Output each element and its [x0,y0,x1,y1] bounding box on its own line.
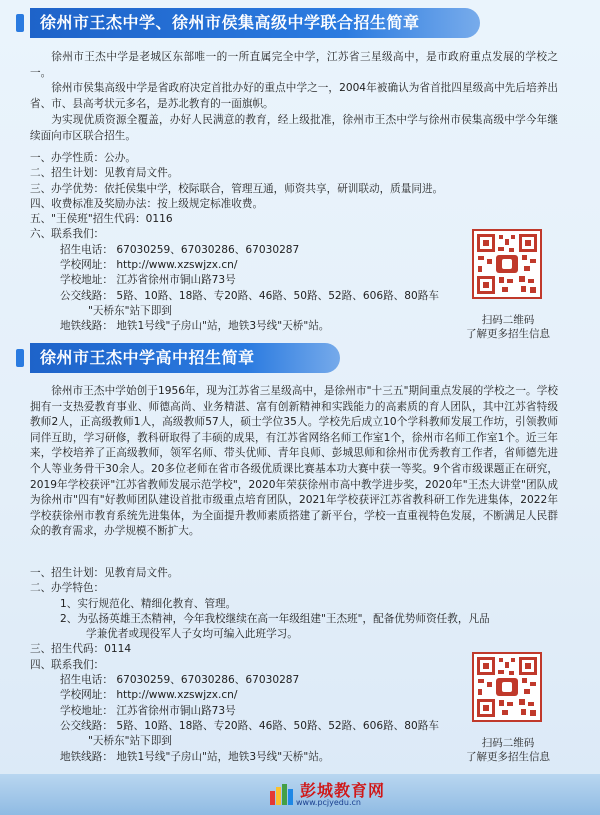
section1-qr-caption-line2: 了解更多招生信息 [466,328,550,340]
section2-feature-2-cont: 学兼优者或现役军人子女均可编入此班学习。 [86,628,298,641]
section2-title-banner [30,343,340,373]
section1-paragraph-2: 徐州市侯集高级中学是省政府决定首批办好的重点中学之一，2004年被确认为省首批四星级高中先后培养出省、市、县高考状元多名，是苏北教育的一面旗帜。 [30,82,558,110]
section2-address: 学校地址： 江苏省徐州市铜山路73号 [60,704,236,717]
section1-website[interactable]: 学校网址： http://www.xzswjzx.cn/ [60,259,238,272]
section2-qr-code[interactable] [472,652,542,722]
section1-qr-caption [446,313,570,341]
section1-phone: 招生电话： 67030259、67030286、67030287 [60,243,300,256]
section2-metro: 地铁线路： 地铁1号线"子房山"站，地铁3号线"天桥"站。 [60,750,330,763]
section2-feature-2: 2、为弘扬英雄王杰精神，今年我校继续在高一年级组建"王杰班"，配备优势师资任教，凡品 [60,612,490,625]
section1-qr-caption-line1: 扫码二维码 [481,314,535,326]
section1-item-code: 五、"王侯班"招生代码：0116 [30,213,173,226]
section1-paragraph-3: 为实现优质资源全覆盖，办好人民满意的教育，经上级批准，徐州市王杰中学与徐州市侯集高级中学今年继续面向市区联合招生。 [30,114,558,142]
section1-paragraph-1: 徐州市王杰中学是老城区东部唯一的一所直属完全中学，江苏省三星级高中，是市政府重点发展的学校之一。 [30,51,558,79]
footer-logo-url[interactable]: www.pcjyedu.cn [296,798,361,807]
section1-address: 学校地址： 江苏省徐州市铜山路73号 [60,274,236,287]
section2-item-code: 三、招生代码：0114 [30,643,132,656]
section1-qr-code[interactable] [472,229,542,299]
section1-bus-stop: "天桥东"站下即到 [88,304,172,317]
qr-icon [474,231,540,297]
section2-list [30,566,490,765]
section1-title-banner [30,8,480,38]
section2-website[interactable]: 学校网址： http://www.xzswjzx.cn/ [60,689,238,702]
section1-metro: 地铁线路： 地铁1号线"子房山"站，地铁3号线"天桥"站。 [60,320,330,333]
section2-item-plan: 一、招生计划：见教育局文件。 [30,567,179,579]
section1-bus: 公交线路： 5路、10路、18路、专20路、46路、50路、52路、606路、80路车 [60,289,439,302]
footer-logo-text[interactable]: 彭城教育网 [300,781,386,800]
section1-title: 徐州市王杰中学、徐州市侯集高级中学联合招生简章 [40,13,420,32]
section1-item-advantage: 三、办学优势：依托侯集中学，校际联合，管理互通，师资共享，研训联动，质量同进。 [30,182,444,195]
section1-list [30,151,443,335]
section2-qr-caption-line1: 扫码二维码 [481,737,535,749]
book-logo-icon [268,779,296,807]
section2-item-contact: 四、联系我们： [30,658,105,671]
section2-bus-stop: "天桥东"站下即到 [88,735,172,748]
section1-item-contact: 六、联系我们： [30,228,105,241]
section1-item-nature: 一、办学性质：公办。 [30,152,136,164]
section2-title: 徐州市王杰中学高中招生简章 [40,348,255,367]
section2-item-features: 二、办学特色： [30,582,105,595]
section2-bus: 公交线路： 5路、10路、18路、专20路、46路、50路、52路、606路、80路车 [60,719,439,732]
section2-qr-caption-line2: 了解更多招生信息 [466,751,550,763]
qr-icon [474,654,540,720]
section2-paragraph: 徐州市王杰中学始创于1956年，现为江苏省三星级高中，是徐州市"十三五"期间重点发展的学校之一。学校拥有一支热爱教育事业、师德高尚、业务精湛、富有创新精神和实践能力的高素质的育人团队，其中江苏省特级教师2人，正高级教师1人，高级教师57人，硕士学位35人。学校先后成立10个学科教师发展工作坊，引领教师同伴互助，学习研修，教科研取得了丰硕的成果，有江苏省网络名师工作室1个，徐州市名师工作室1个。近三年来，学校培养了正高级教师，领军名师、带头优师、青年良师、彭城思师和徐州市优秀教育工作者，省师德先进个人等业务骨干30余人。20多位老师在省市各级优质课比赛基本功大赛中获一等奖。9个省市级课题正在研究，2019年学校获评"江苏省教师发展示范学校"，2020年荣获徐州市高中教学进步奖，2020年"王杰大讲堂"团队成为徐州市"四有"好教师团队建设首批市级重点培育团队，2021年学校获评江苏省教科研工作先进集体，2022年学校获徐州市教育系统先进集体，为全面提升教师素质搭建了新平台，学校一直重视特色发展，不断满足人民群众的教育需求，办学规模不断扩大。 [30,385,558,538]
section1-item-plan: 二、招生计划：见教育局文件。 [30,167,179,180]
section1-item-fees: 四、收费标准及奖励办法：按上级规定标准收费。 [30,197,264,210]
section2-phone: 招生电话： 67030259、67030286、67030287 [60,674,300,687]
section2-qr-caption [446,736,570,764]
footer-bar [0,774,600,815]
section2-feature-1: 1、实行规范化、精细化教育、管理。 [60,597,237,610]
